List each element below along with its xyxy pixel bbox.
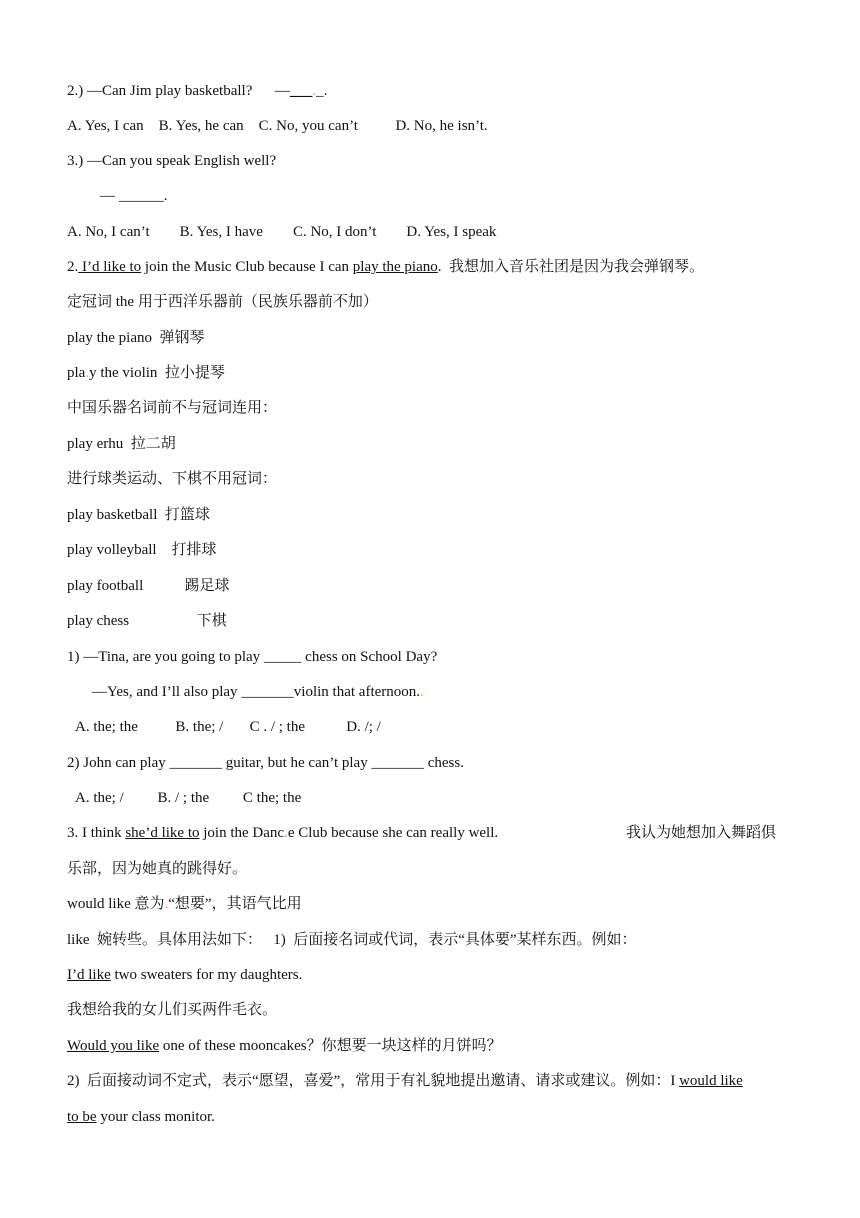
- example-violin: pla.y the violin 拉小提琴: [67, 365, 225, 381]
- question-3-answer-blank: — ______.: [100, 188, 168, 204]
- question-2-line: 2.) —Can Jim play basketball? —___._.: [67, 83, 328, 99]
- exercise-1-answer: —Yes, and I’ll also play _______violin that afternoon..: [92, 684, 424, 700]
- question-2-options: A. Yes, I can B. Yes, he can C. No, you can’t D. No, he isn’t.: [67, 118, 488, 134]
- question-3-options: A. No, I can’t B. Yes, I have C. No, I don’t D. Yes, I speak: [67, 224, 497, 240]
- example-volleyball: play volleyball 打排球: [67, 542, 217, 558]
- point-3-translation: 我认为她想加入舞蹈俱: [626, 825, 777, 841]
- point-3-translation-cont: 乐部，因为她真的跳得好。: [67, 861, 248, 877]
- question-3-line: 3.) —Can you speak English well?: [67, 153, 277, 169]
- exercise-2-options: A. the; / B. / ; the C the; the: [75, 790, 302, 806]
- example-mooncakes: Would you like one of these mooncakes？你想要一块这样的月饼吗？: [67, 1038, 502, 1054]
- would-like-usage-2: 2) 后面接动词不定式，表示“愿望，喜爱”，常用于有礼貌地提出邀请、请求或建议。例如：I would like: [67, 1073, 743, 1089]
- example-erhu: play erhu 拉二胡: [67, 436, 176, 452]
- exercise-2-question: 2) John can play _______ guitar, but he can’t play _______ chess.: [67, 755, 464, 771]
- would-like-definition: would like 意为.“想要”，其语气比用: [67, 896, 302, 912]
- would-like-usage-1: like 婉转些。具体用法如下： 1) 后面接名词或代词，表示“具体要”某样东西。例如：: [67, 932, 637, 948]
- exercise-1-options: A. the; the B. the; / C . / ; the D. /; /: [75, 719, 381, 735]
- article-rule: 定冠词 the 用于西洋乐器前（民族乐器前不加）: [67, 294, 378, 310]
- point-3-heading: 3. I think she’d like to join the Danc.e Club because she can really well.: [67, 825, 499, 841]
- point-2-heading: 2. I’d like to join the Music Club because I can play the piano. 我想加入音乐社团是因为我会弹钢琴。: [67, 259, 705, 275]
- example-piano: play the piano 弹钢琴: [67, 330, 205, 346]
- example-chess: play chess 下棋: [67, 613, 227, 629]
- example-basketball: play basketball 打篮球: [67, 507, 210, 523]
- example-football: play football 踢足球: [67, 578, 230, 594]
- would-like-usage-2-cont: to be your class monitor.: [67, 1109, 215, 1125]
- exercise-1-question: 1) —Tina, are you going to play _____ chess on School Day?: [67, 649, 438, 665]
- example-sweaters-translation: 我想给我的女儿们买两件毛衣。: [67, 1002, 278, 1018]
- ball-game-rule: 进行球类运动、下棋不用冠词：: [67, 471, 278, 487]
- chinese-instrument-rule: 中国乐器名词前不与冠词连用：: [67, 400, 278, 416]
- example-sweaters: I’d like two sweaters for my daughters.: [67, 967, 303, 983]
